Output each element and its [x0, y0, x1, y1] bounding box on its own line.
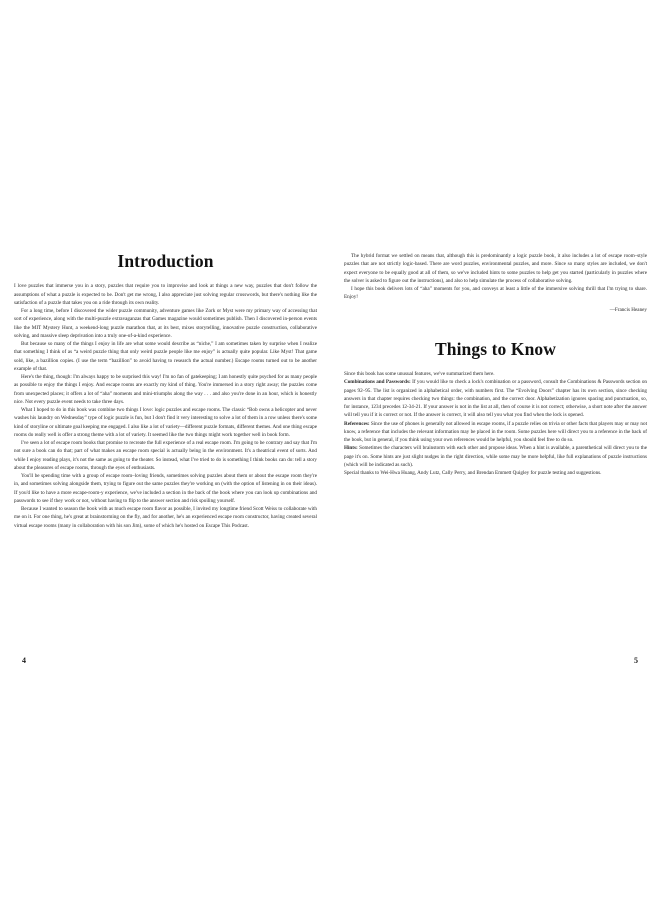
- paragraph: The hybrid format we settled on means that, although this is predominantly a logic puzzle book, it also includes a lot of escape room–style puzzles that are not strictly logic-based. There are word puzzles, environmental puzzles, and more. Since so many styles are included, we don't expect everyone to be equally good at all of them, so we've included hints to some puzzles to help get you started (particularly in puzzles where the solver is asked to figure out the instructions), and also to help simulate the process of collaborative solving.: [344, 253, 647, 284]
- paragraph: But because so many of the things I enjoy in life are what some would describe as “niche,” I am sometimes taken by surprise when I realize that something I think of as “a weird puzzle thing that only weird puzzle people like me enjoy” is actually quite popular. Like Myst! That game sold, like, a bazillion copies. (I use the term “bazillion” to avoid having to research the actual number.) Escape rooms turned out to be another example of that.: [14, 341, 317, 372]
- section-lead-in: Combinations and Passwords:: [344, 379, 411, 386]
- paragraph: Because I wanted to season the book with as much escape room flavor as possible, I invited my longtime friend Scott Weiss to collaborate with me on it. For one thing, he's great at brainstorming on the fly, and for another, he's an experienced escape room constructor, having created several virtual escape rooms (many in collaboration with his son Jim), some of which he's hosted on Escape This Podcast.: [14, 506, 317, 529]
- section-lead-in: Hints:: [344, 445, 358, 452]
- page-title-introduction: Introduction: [117, 251, 214, 271]
- section-lede: Since this book has some unusual features, we've summarized them here.: [344, 371, 495, 377]
- paragraph: I hope this book delivers lots of “aha” moments for you, and conveys at least a little of the immersive solving thrill that I'm trying to share. Enjoy!: [344, 286, 647, 301]
- paragraph: I love puzzles that immerse you in a story, puzzles that require you to improvise and look at things a new way, puzzles that don't follow the assumptions of what a puzzle is expected to be. Don't get me wrong, I also appreciate just solving regular crosswords, but there's nothing like the satisfaction of a puzzle that takes you on a ride through its own reality.: [14, 283, 317, 306]
- section-body: Sometimes the characters will brainstorm with each other and propose ideas. When a hint is available, a parenthetical will direct you to the page it's on. Some hints are just slight nudges in the right direction, while some may be more helpful, like full explanations of puzzle instructions (which will be indicated as such).: [344, 445, 647, 468]
- page-right-content: [344, 252, 647, 617]
- section-references: [344, 420, 647, 445]
- section-body: Since the use of phones is generally not allowed in escape rooms, if a puzzle relies on trivia or other facts that players may or may not know, a reference that includes the relevant information may be placed in the room. Some puzzles here will direct you to a reference in the back of the book, but in general, if you think using your own references would be helpful, you should feel free to do so.: [344, 420, 647, 443]
- page-left-content: [14, 252, 317, 617]
- paragraph: Here's the thing, though: I'm always happy to be surprised this way! I'm no fan of gatekeeping; I am honestly quite psyched for as many people as possible to enjoy the things I enjoy. And escape rooms are exactly my kind of thing. You're immersed in a story right away; the puzzles come from unexpected places; it offers a lot of “aha” moments and mini-triumphs along the way . . . and also you're done in an hour, which is honestly nice. Not every puzzle event needs to take three days.: [14, 374, 317, 405]
- page-number-left: 4: [22, 656, 26, 665]
- section-hints: [344, 444, 647, 469]
- paragraph: You'll be spending time with a group of escape room–loving friends, sometimes solving puzzles about them or about the escape room they're in, and sometimes solving alongside them, trying to figure out the same puzzles they're working on (with the option of listening in on their ideas). If you'd like to have a more escape-room-y experience, we've included a section in the back of the book where you can look up combinations and passwords to see if they work or not, without having to flip to the answer section and risk spoiling yourself.: [14, 473, 317, 504]
- page-right: [330, 0, 660, 900]
- paragraph: I've seen a lot of escape room books that promise to recreate the full experience of a real escape room. I'm going to be contrary and say that I'm not sure a book can do that; part of what makes an escape room special is actually being in the environment. It's a theatrical event of sorts. And while I enjoy reading plays, it's not the same as going to the theater. So instead, what I've tried to do is something I think books can do: tell a story about the pleasures of escape rooms, through the eyes of enthusiasts.: [14, 440, 317, 471]
- paragraph: What I hoped to do in this book was combine two things I love: logic puzzles and escape rooms. The classic “Bob owns a helicopter and never washes his laundry on Wednesday” type of logic puzzle is fun, but I don't find it very interesting to solve a lot of them in a row unless there's some kind of storyline or ultimate goal keeping me engaged. I also like a lot of variety—different puzzle formats, different themes. And one thing escape rooms do really well is offer a strong theme with a lot of variety. It seemed like the two things might work together well in book form.: [14, 407, 317, 438]
- paragraph: For a long time, before I discovered the wider puzzle community, adventure games like Zork or Myst were my primary way of accessing that sort of experience, along with the multi-puzzle extravaganzas that Games magazine would sometimes publish. Then I discovered in-person events like the MIT Mystery Hunt, a weekend-long puzzle marathon that, at its best, mixes storytelling, innovative puzzle construction, collaborative solving, and massive sleep deprivation into a truly one-of-a-kind experience.: [14, 308, 317, 339]
- section-lead-in: References:: [344, 420, 370, 427]
- page-title-things-to-know: Things to Know: [434, 338, 557, 359]
- section-combinations-and-passwords: [344, 378, 647, 419]
- page-number-right: 5: [634, 656, 638, 665]
- special-thanks: Special thanks to Wei-Hwa Huang, Andy Lutz, Cally Perry, and Brendan Emmett Quigley for puzzle testing and suggestions.: [344, 470, 602, 476]
- author-signature: —Francis Heaney: [609, 306, 647, 313]
- section-body: If you would like to check a lock's combination or a password, consult the Combinations & Passwords section on pages 92–95. The list is organized in alphabetical order, with numbers first. The “Evolving Doors” chapter has its own section, since checking answers in that chapter requires checking two things: the combination, and the correct door. Alphabetization ignores spacing and punctuation, so, for instance, 1234 precedes 12-34-21. If your answer is not in the list at all, then of course it is not correct; otherwise, a short note after the answer will tell you if it is correct or not. If the answer is correct, it will also tell you what you find when the lock is opened.: [344, 379, 647, 419]
